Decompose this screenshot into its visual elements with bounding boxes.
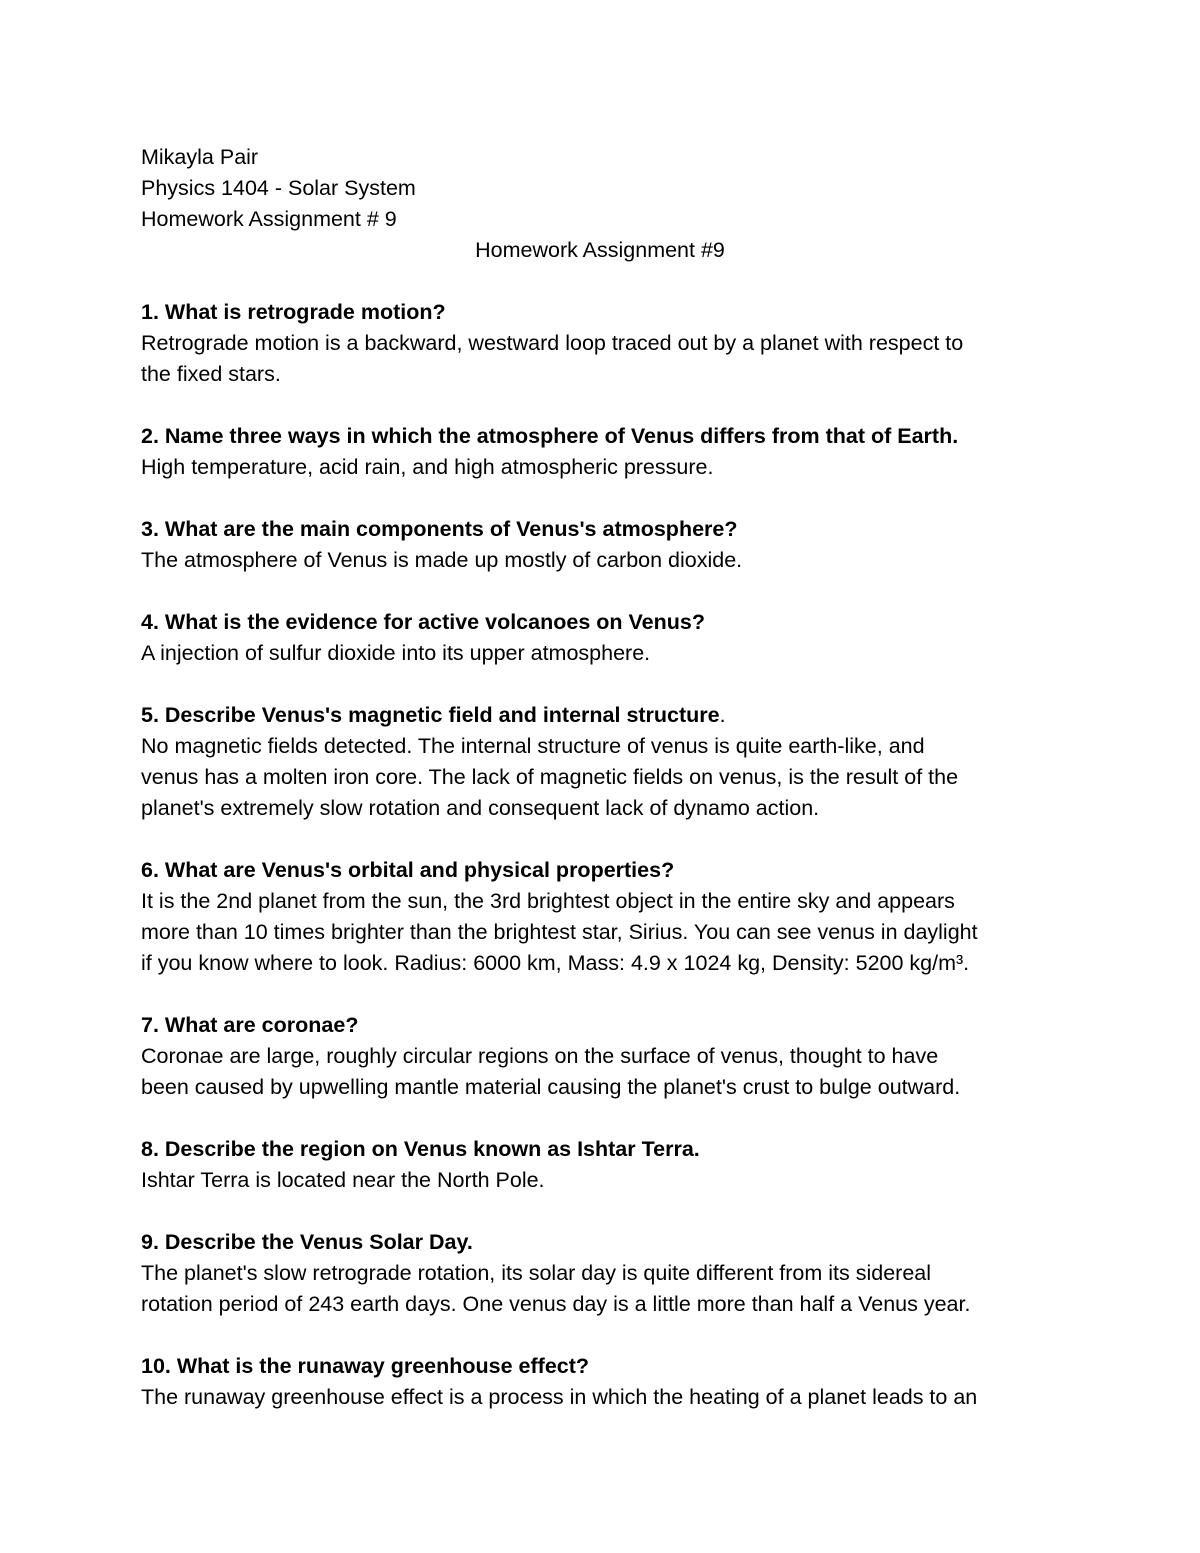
answer-line: venus has a molten iron core. The lack of magnetic fields on venus, is the result of the: [141, 765, 959, 789]
question-list: [141, 297, 1071, 1413]
question-text: [141, 607, 1071, 638]
question-label: 2. Name three ways in which the atmosphere of Venus differs from that of Earth.: [141, 424, 959, 448]
answer-line: It is the 2nd planet from the sun, the 3rd brightest object in the entire sky and appears: [141, 889, 955, 913]
question-punctuation: .: [719, 703, 726, 727]
question-label: 10. What is the runaway greenhouse effect?: [141, 1354, 590, 1378]
answer-line: rotation period of 243 earth days. One venus day is a little more than half a Venus year.: [141, 1292, 971, 1316]
answer-line: The atmosphere of Venus is made up mostly of carbon dioxide.: [141, 548, 743, 572]
question-block: [141, 855, 1071, 979]
answer-line: more than 10 times brighter than the brightest star, Sirius. You can see venus in daylight: [141, 920, 978, 944]
question-label: 8. Describe the region on Venus known as Ishtar Terra.: [141, 1137, 700, 1161]
answer-line: No magnetic fields detected. The internal structure of venus is quite earth-like, and: [141, 734, 925, 758]
question-text: [141, 1134, 1071, 1165]
author-name: Mikayla Pair: [141, 145, 259, 169]
answer-line: Ishtar Terra is located near the North Pole.: [141, 1168, 545, 1192]
document-page: [141, 142, 1071, 1413]
question-block: [141, 607, 1071, 669]
question-label: 9. Describe the Venus Solar Day.: [141, 1230, 473, 1254]
question-block: [141, 1134, 1071, 1196]
answer-line: The runaway greenhouse effect is a process in which the heating of a planet leads to an: [141, 1385, 978, 1409]
question-text: [141, 1010, 1071, 1041]
answer-line: Retrograde motion is a backward, westward loop traced out by a planet with respect to: [141, 331, 964, 355]
question-block: [141, 700, 1071, 824]
question-label: 3. What are the main components of Venus's atmosphere?: [141, 517, 738, 541]
question-text: [141, 855, 1071, 886]
question-text: [141, 1227, 1071, 1258]
question-label: 6. What are Venus's orbital and physical properties?: [141, 858, 675, 882]
answer-line: planet's extremely slow rotation and consequent lack of dynamo action.: [141, 796, 820, 820]
assignment-label: Homework Assignment # 9: [141, 207, 397, 231]
question-label: 5. Describe Venus's magnetic field and internal structure: [141, 703, 720, 727]
question-text: [141, 421, 1071, 452]
answer-line: High temperature, acid rain, and high atmospheric pressure.: [141, 455, 714, 479]
answer-line: if you know where to look. Radius: 6000 km, Mass: 4.9 x 1024 kg, Density: 5200 kg/m³.: [141, 951, 970, 975]
question-block: [141, 1227, 1071, 1320]
answer-line: The planet's slow retrograde rotation, its solar day is quite different from its sidereal: [141, 1261, 932, 1285]
question-text: [141, 700, 1071, 731]
question-block: [141, 514, 1071, 576]
course-name: Physics 1404 - Solar System: [141, 176, 416, 200]
answer-line: A injection of sulfur dioxide into its upper atmosphere.: [141, 641, 651, 665]
question-block: [141, 297, 1071, 390]
question-block: [141, 421, 1071, 483]
question-label: 7. What are coronae?: [141, 1013, 359, 1037]
question-block: [141, 1010, 1071, 1103]
document-title: Homework Assignment #9: [475, 238, 725, 262]
question-text: [141, 1351, 1071, 1382]
question-label: 4. What is the evidence for active volcanoes on Venus?: [141, 610, 705, 634]
answer-line: the fixed stars.: [141, 362, 281, 386]
answer-line: Coronae are large, roughly circular regions on the surface of venus, thought to have: [141, 1044, 939, 1068]
question-block: [141, 1351, 1071, 1413]
question-label: 1. What is retrograde motion?: [141, 300, 446, 324]
question-text: [141, 297, 1071, 328]
question-text: [141, 514, 1071, 545]
answer-line: been caused by upwelling mantle material causing the planet's crust to bulge outward.: [141, 1075, 961, 1099]
